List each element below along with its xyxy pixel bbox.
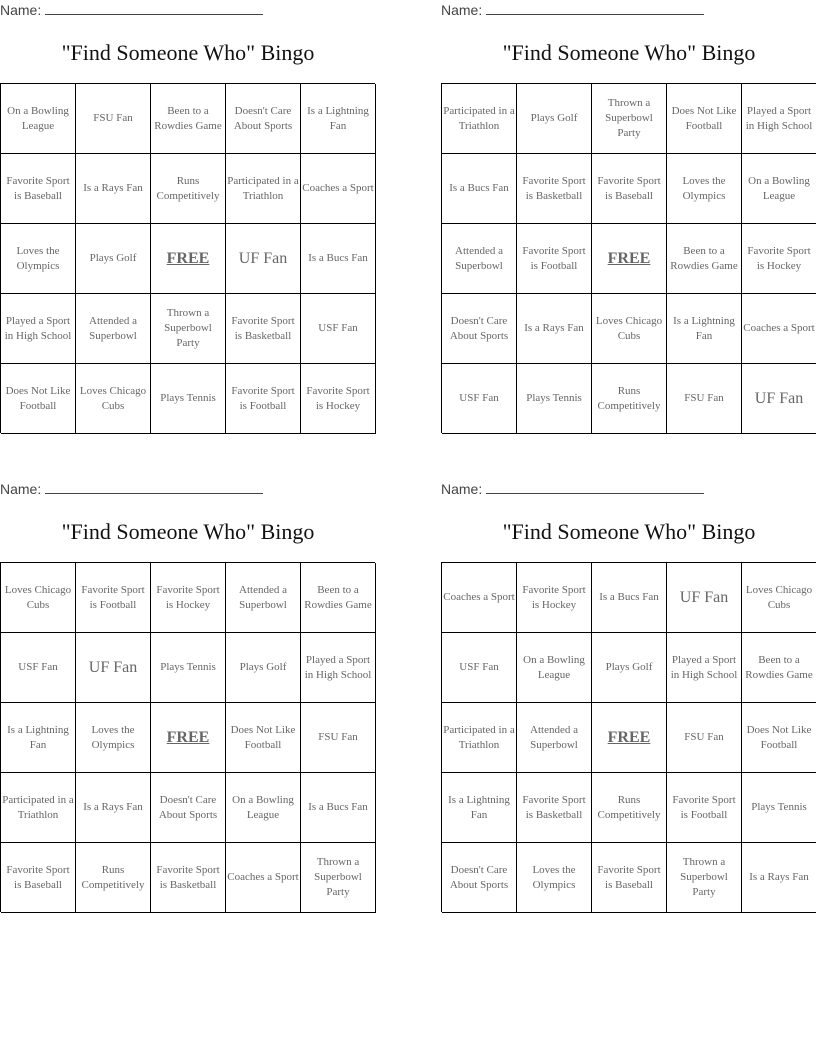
bingo-grid xyxy=(441,83,816,433)
bingo-cell: Favorite Sport is Football xyxy=(76,563,151,633)
bingo-cell: Is a Lightning Fan xyxy=(301,84,376,154)
bingo-cell: Is a Bucs Fan xyxy=(301,224,376,294)
bingo-cell: Attended a Superbowl xyxy=(442,224,517,294)
bingo-card-3 xyxy=(0,479,376,919)
bingo-cell: Thrown a Superbowl Party xyxy=(151,294,226,364)
bingo-cell: Participated in a Triathlon xyxy=(226,154,301,224)
name-label: Name: xyxy=(441,2,483,18)
bingo-cell: Favorite Sport is Baseball xyxy=(592,154,667,224)
bingo-cell: Is a Bucs Fan xyxy=(301,773,376,843)
bingo-cell: Is a Rays Fan xyxy=(76,154,151,224)
bingo-cell: Doesn't Care About Sports xyxy=(226,84,301,154)
bingo-cell: Favorite Sport is Baseball xyxy=(592,843,667,913)
name-field[interactable] xyxy=(441,481,704,497)
name-label: Name: xyxy=(0,481,42,497)
bingo-cell: Loves the Olympics xyxy=(667,154,742,224)
bingo-cell: Is a Lightning Fan xyxy=(442,773,517,843)
bingo-cell: Participated in a Triathlon xyxy=(442,84,517,154)
bingo-cell: UF Fan xyxy=(76,633,151,703)
card-title: "Find Someone Who" Bingo xyxy=(61,519,315,544)
bingo-card-2 xyxy=(441,0,816,440)
bingo-cell: Favorite Sport is Basketball xyxy=(517,773,592,843)
bingo-grid xyxy=(0,83,375,433)
bingo-cell: Favorite Sport is Football xyxy=(517,224,592,294)
name-field[interactable] xyxy=(441,2,704,18)
bingo-cell: Does Not Like Football xyxy=(1,364,76,434)
bingo-cell: Played a Sport in High School xyxy=(667,633,742,703)
bingo-cell: Doesn't Care About Sports xyxy=(442,294,517,364)
bingo-cell: Is a Lightning Fan xyxy=(1,703,76,773)
bingo-cell: Is a Bucs Fan xyxy=(442,154,517,224)
bingo-cell: Loves the Olympics xyxy=(1,224,76,294)
bingo-cell: Plays Tennis xyxy=(742,773,816,843)
bingo-cell: Been to a Rowdies Game xyxy=(301,563,376,633)
bingo-cell: Does Not Like Football xyxy=(742,703,816,773)
bingo-cell: Favorite Sport is Basketball xyxy=(151,843,226,913)
bingo-cell: FSU Fan xyxy=(301,703,376,773)
bingo-cell: Loves the Olympics xyxy=(76,703,151,773)
bingo-cell: On a Bowling League xyxy=(226,773,301,843)
card-title: "Find Someone Who" Bingo xyxy=(502,40,756,65)
bingo-cell: Plays Tennis xyxy=(517,364,592,434)
bingo-cell: Coaches a Sport xyxy=(742,294,816,364)
bingo-cell: Coaches a Sport xyxy=(301,154,376,224)
bingo-cell: Does Not Like Football xyxy=(226,703,301,773)
bingo-cell: Loves Chicago Cubs xyxy=(592,294,667,364)
free-cell: FREE xyxy=(592,703,667,773)
bingo-cell: Been to a Rowdies Game xyxy=(667,224,742,294)
bingo-cell: Attended a Superbowl xyxy=(517,703,592,773)
bingo-cell: Loves Chicago Cubs xyxy=(1,563,76,633)
bingo-cell: Plays Golf xyxy=(76,224,151,294)
bingo-grid xyxy=(0,562,375,912)
bingo-cell: UF Fan xyxy=(667,563,742,633)
name-label: Name: xyxy=(0,2,42,18)
bingo-cell: Favorite Sport is Hockey xyxy=(742,224,816,294)
bingo-cell: Loves Chicago Cubs xyxy=(742,563,816,633)
free-cell: FREE xyxy=(151,224,226,294)
bingo-cell: Does Not Like Football xyxy=(667,84,742,154)
bingo-cell: UF Fan xyxy=(742,364,816,434)
name-label: Name: xyxy=(441,481,483,497)
bingo-cell: Favorite Sport is Basketball xyxy=(226,294,301,364)
bingo-cell: Thrown a Superbowl Party xyxy=(592,84,667,154)
bingo-cell: Doesn't Care About Sports xyxy=(151,773,226,843)
bingo-cell: USF Fan xyxy=(1,633,76,703)
bingo-cell: Plays Golf xyxy=(226,633,301,703)
card-title: "Find Someone Who" Bingo xyxy=(502,519,756,544)
bingo-cell: Is a Bucs Fan xyxy=(592,563,667,633)
bingo-cell: Is a Rays Fan xyxy=(76,773,151,843)
bingo-cell: Is a Rays Fan xyxy=(517,294,592,364)
bingo-cell: Runs Competitively xyxy=(592,364,667,434)
name-underline[interactable] xyxy=(486,2,704,15)
name-field[interactable] xyxy=(0,2,263,18)
bingo-grid xyxy=(441,562,816,912)
name-field[interactable] xyxy=(0,481,263,497)
card-title: "Find Someone Who" Bingo xyxy=(61,40,315,65)
bingo-cell: Plays Golf xyxy=(517,84,592,154)
bingo-cell: UF Fan xyxy=(226,224,301,294)
bingo-cell: Doesn't Care About Sports xyxy=(442,843,517,913)
bingo-cell: Coaches a Sport xyxy=(442,563,517,633)
bingo-cell: Plays Tennis xyxy=(151,633,226,703)
bingo-cell: Plays Tennis xyxy=(151,364,226,434)
bingo-cell: Favorite Sport is Football xyxy=(667,773,742,843)
bingo-cell: Runs Competitively xyxy=(76,843,151,913)
bingo-cell: Coaches a Sport xyxy=(226,843,301,913)
name-underline[interactable] xyxy=(45,2,263,15)
bingo-cell: On a Bowling League xyxy=(1,84,76,154)
free-cell: FREE xyxy=(592,224,667,294)
bingo-cell: On a Bowling League xyxy=(742,154,816,224)
bingo-cell: Been to a Rowdies Game xyxy=(742,633,816,703)
bingo-cell: Played a Sport in High School xyxy=(742,84,816,154)
bingo-cell: Loves the Olympics xyxy=(517,843,592,913)
bingo-cell: Runs Competitively xyxy=(592,773,667,843)
bingo-cell: Favorite Sport is Hockey xyxy=(301,364,376,434)
name-underline[interactable] xyxy=(486,481,704,494)
bingo-cell: Favorite Sport is Hockey xyxy=(151,563,226,633)
bingo-cell: Played a Sport in High School xyxy=(1,294,76,364)
bingo-cell: Favorite Sport is Basketball xyxy=(517,154,592,224)
bingo-cell: Loves Chicago Cubs xyxy=(76,364,151,434)
bingo-cell: Is a Rays Fan xyxy=(742,843,816,913)
bingo-cell: Favorite Sport is Baseball xyxy=(1,154,76,224)
bingo-cell: Played a Sport in High School xyxy=(301,633,376,703)
bingo-cell: Attended a Superbowl xyxy=(226,563,301,633)
bingo-cell: Thrown a Superbowl Party xyxy=(667,843,742,913)
bingo-cell: FSU Fan xyxy=(667,364,742,434)
bingo-cell: USF Fan xyxy=(442,633,517,703)
bingo-cell: Thrown a Superbowl Party xyxy=(301,843,376,913)
bingo-cell: Favorite Sport is Hockey xyxy=(517,563,592,633)
bingo-cell: USF Fan xyxy=(442,364,517,434)
bingo-cell: Favorite Sport is Football xyxy=(226,364,301,434)
bingo-cell: FSU Fan xyxy=(667,703,742,773)
bingo-cell: Plays Golf xyxy=(592,633,667,703)
bingo-cell: Participated in a Triathlon xyxy=(442,703,517,773)
bingo-cell: Favorite Sport is Baseball xyxy=(1,843,76,913)
name-underline[interactable] xyxy=(45,481,263,494)
bingo-cell: Participated in a Triathlon xyxy=(1,773,76,843)
bingo-cell: On a Bowling League xyxy=(517,633,592,703)
bingo-cell: FSU Fan xyxy=(76,84,151,154)
bingo-cell: Runs Competitively xyxy=(151,154,226,224)
bingo-cell: Attended a Superbowl xyxy=(76,294,151,364)
bingo-cell: USF Fan xyxy=(301,294,376,364)
bingo-cell: Is a Lightning Fan xyxy=(667,294,742,364)
bingo-card-1 xyxy=(0,0,376,440)
bingo-cell: Been to a Rowdies Game xyxy=(151,84,226,154)
bingo-card-4 xyxy=(441,479,816,919)
free-cell: FREE xyxy=(151,703,226,773)
